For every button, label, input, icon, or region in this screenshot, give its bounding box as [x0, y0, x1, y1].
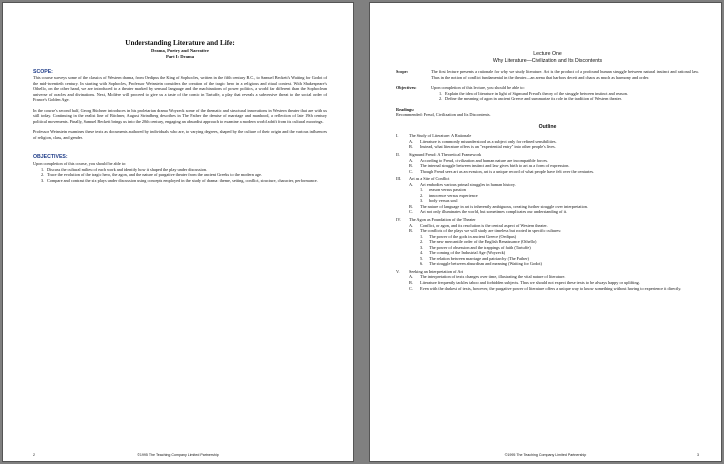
- outline-subitem-mark: 3.: [420, 244, 424, 250]
- outline-subitem-mark: 1.: [420, 233, 424, 239]
- outline-item-text: The interpretation of texts changes over time, illustrating the vital nature of literature.: [420, 274, 566, 280]
- outline-section: [396, 217, 699, 267]
- outline-section: [396, 133, 699, 150]
- outline-item-mark: B.: [409, 280, 413, 285]
- outline-subitem-text: innocence versus experience: [429, 192, 478, 198]
- scope-text: The first lecture presents a rationale for why we study literature. Art is the product of a profound human struggle between natural instinct and rational law. Thus in the notion of conflict fundamental in the theater—an arena that harbors deceit and chaos as much as harmony and order.: [431, 69, 699, 80]
- outline-items: [396, 158, 699, 175]
- outline-item-text: The conflicts of the plays we will study are timeless but rooted in specific cultures:: [420, 228, 562, 234]
- objective-item: [396, 96, 699, 102]
- objective-number: 3.: [41, 177, 45, 183]
- outline-items: [396, 139, 699, 150]
- outline-item-text: Instead, what literature offers is an "experiential entry" into other people's lives.: [420, 144, 556, 150]
- scope-heading: SCOPE:: [33, 68, 53, 75]
- readings-label: Readings:: [396, 106, 415, 112]
- outline-subitem-text: body versus soul: [429, 198, 458, 204]
- objective-text: Define the meaning of agon in ancient Greece and summarize its role in the tradition of Western theater.: [445, 96, 622, 102]
- outline-subitems: [409, 234, 699, 267]
- outline-item-text: Art embodies various primal struggles in human history.: [420, 181, 516, 187]
- outline-items: [396, 182, 699, 215]
- outline-subitem: [420, 261, 699, 267]
- outline-item-mark: B.: [409, 228, 413, 234]
- objective-number: 2.: [439, 96, 443, 102]
- outline-items: [396, 223, 699, 267]
- outline-subitem-text: The coming of the Industrial Age (Woyzeck): [429, 250, 506, 256]
- scope-label: Scope:: [396, 69, 409, 74]
- outline-item-text: The nature of language in art is inherently ambiguous, creating further struggle over interpretation.: [420, 203, 588, 209]
- outline-item-text: Literature is commonly misunderstood as a subject only for refined sensibilities.: [420, 138, 557, 144]
- outline-section: [396, 152, 699, 174]
- outline-list: [396, 133, 699, 291]
- left-page: [2, 2, 354, 462]
- outline-item: [409, 182, 699, 204]
- objective-text: Explain the idea of literature in light of Sigmund Freud's theory of the struggle between instinct and reason.: [445, 90, 628, 96]
- outline-item-row: [409, 209, 699, 215]
- outline-subitem-mark: 2.: [420, 239, 424, 245]
- outline-mark: III.: [396, 176, 402, 182]
- scope-paragraph-1: This course surveys some of the classics of Western drama, from Oedipus the King of Sophocles, written in the fifth century B.C., to Samuel Beckett's Waiting for Godot of the mid-twentieth century. In starting with Sophocles, Professor Weinstein considers the creation of the tragic hero in a religious and ritual context. With Shakespeare's Othello, on the other hand, we are introduced to a theater marked by sensual language and the machinations of power politics, a world far different than the Sophoclean universe of oracles and divinations. Next, Molière will proceed to give us a taste of the comic in Tartuffe, a play that reveals a subversive threat to the social order of France's Golden Age.: [33, 75, 327, 103]
- objectives-heading: OBJECTIVES:: [33, 154, 68, 161]
- objectives-intro: Upon completion of this course, you should be able to:: [33, 160, 127, 166]
- outline-item-mark: A.: [409, 181, 414, 187]
- outline-title: Seeking an Interpretation of Art: [409, 268, 464, 274]
- outline-subitem-text: reason versus passion: [429, 187, 466, 193]
- outline-mark: IV.: [396, 216, 401, 222]
- outline-mark: I.: [396, 133, 399, 139]
- scope-paragraph-3: Professor Weinstein examines these texts as documents authored by individuals who are, to varying degrees, shaped by the culture of their origin and the various influences of religion, class, and gender.: [33, 129, 327, 140]
- outline-item-mark: C.: [409, 168, 413, 174]
- outline-item-mark: A.: [409, 222, 414, 228]
- outline-item-mark: C.: [409, 285, 413, 291]
- scope-row: [396, 69, 699, 80]
- outline-item-mark: B.: [409, 163, 413, 169]
- outline-mark: II.: [396, 151, 400, 157]
- outline-item-text: Conflict, or agon, and its resolution is the central aspect of Western theater.: [420, 222, 548, 228]
- outline-item: [409, 144, 699, 150]
- lecture-objectives-list: [396, 91, 699, 102]
- outline-item-row: [409, 286, 699, 292]
- objectives-list: [33, 167, 327, 184]
- outline-subitem-text: The new mercantile order of the English Renaissance (Othello): [429, 239, 537, 245]
- outline-item: [409, 228, 699, 267]
- page-number: 3: [697, 453, 699, 457]
- outline-subitem-mark: 3.: [420, 198, 424, 204]
- outline-item-mark: A.: [409, 157, 414, 163]
- right-page: [369, 2, 722, 462]
- outline-subitem-text: The power of obsession and the trappings of faith (Tartuffe): [429, 244, 531, 250]
- outline-item-mark: C.: [409, 209, 413, 215]
- outline-item-mark: A.: [409, 138, 414, 144]
- outline-section: [396, 176, 699, 215]
- outline-section: [396, 269, 699, 291]
- scope-paragraph-2: In the course's second half, Georg Büchner introduces in his proletarian drama Woyzeck some of the thematic and structural innovations in Western theater that are with us still today. Continuing in the realist line of Büchner, August Strindberg describes in The Father the demise of marriage and manhood, a reflection of late 19th century political movements. Finally, Samuel Beckett brings us into the 20th century, engaging an absurdist approach to examine a modern world adrift from its cultural moorings.: [33, 107, 327, 124]
- outline-items: [396, 274, 699, 291]
- objective-number: 2.: [41, 172, 45, 178]
- outline-subitem-mark: 6.: [420, 261, 424, 267]
- outline-title: The Study of Literature: A Rationale: [409, 133, 472, 139]
- outline-item-row: [409, 144, 699, 150]
- outline-mark: V.: [396, 268, 400, 274]
- course-part: Part I: Drama: [165, 53, 195, 59]
- course-title: Understanding Literature and Life:: [125, 39, 235, 47]
- lecture-number: Lecture One: [533, 51, 562, 57]
- objective-number: 1.: [439, 90, 443, 96]
- objective-item: [33, 178, 327, 184]
- outline-subitem-mark: 2.: [420, 192, 424, 198]
- outline-subitem-mark: 1.: [420, 187, 424, 193]
- objectives-text: Upon completion of this lecture, you should be able to:: [431, 85, 525, 91]
- outline-item: [409, 209, 699, 215]
- outline-item-mark: B.: [409, 144, 413, 150]
- outline-title: Art as a Site of Conflict: [409, 176, 450, 182]
- outline-item-text: Literature frequently tackles taboo and forbidden subjects. Thus we should not expect these texts to be always happy or uplifting.: [420, 280, 640, 285]
- outline-subitems: [409, 187, 699, 204]
- outline-item-mark: B.: [409, 203, 413, 209]
- outline-item-text: Art not only illuminates the world, but sometimes complicates our understanding of it.: [420, 209, 568, 215]
- outline-title: Sigmund Freud: A Theoretical Framework: [409, 151, 482, 157]
- course-subtitle: Drama, Poetry and Narrative: [151, 47, 209, 53]
- objective-text: Discuss the cultural milieu of each work and identify how it shaped the play under discussion.: [47, 166, 208, 172]
- page-number: 2: [33, 453, 35, 457]
- outline-subitem-text: The power of the gods in ancient Greece (Oedipus): [429, 233, 517, 239]
- outline-item-mark: A.: [409, 274, 414, 280]
- outline-subitem-text: The struggle between absurdism and meaning (Waiting for Godot): [429, 261, 542, 267]
- readings-text: Recommended: Freud, Civilization and Its Discontents.: [396, 112, 491, 118]
- objective-text: Compare and contrast the six plays under discussion using concepts employed in the study of drama: theme, setting, conflict, structure, character, performance.: [47, 177, 318, 183]
- outline-subitem-mark: 5.: [420, 255, 424, 261]
- outline-subitem-mark: 4.: [420, 250, 424, 256]
- outline-item-text: According to Freud, civilization and human nature are incompatible forces.: [420, 157, 549, 163]
- lecture-title: Why Literature—Civilization and Its Discontents: [492, 57, 603, 64]
- outline-item: [409, 169, 699, 175]
- outline-item-text: Even with the darkest of texts, however, the purgative power of literature offers a unique way to know something without having to experience it directly.: [420, 285, 682, 291]
- outline-title: The Agon as Foundation of the Theater: [409, 216, 476, 222]
- outline-item-row: [409, 169, 699, 175]
- objective-number: 1.: [41, 166, 45, 172]
- copyright: ©1995 The Teaching Company Limited Partnership: [504, 453, 587, 457]
- objective-text: Trace the evolution of the tragic hero, the agon, and the nature of purgative theater from the ancient Greeks to the modern age.: [47, 172, 262, 178]
- outline-subitem-text: The relation between marriage and patriarchy (The Father): [429, 255, 529, 261]
- copyright: ©1995 The Teaching Company Limited Partnership: [137, 453, 219, 457]
- outline-heading: Outline: [538, 123, 557, 130]
- outline-item-text: Though Freud sees art as an evasion, art is a unique record of what people have felt over the centuries.: [420, 168, 595, 174]
- outline-item: [409, 286, 699, 292]
- outline-item-text: The internal struggle between instinct and law gives birth to art as a form of expression.: [420, 163, 570, 169]
- objectives-label: Objectives:: [396, 85, 417, 91]
